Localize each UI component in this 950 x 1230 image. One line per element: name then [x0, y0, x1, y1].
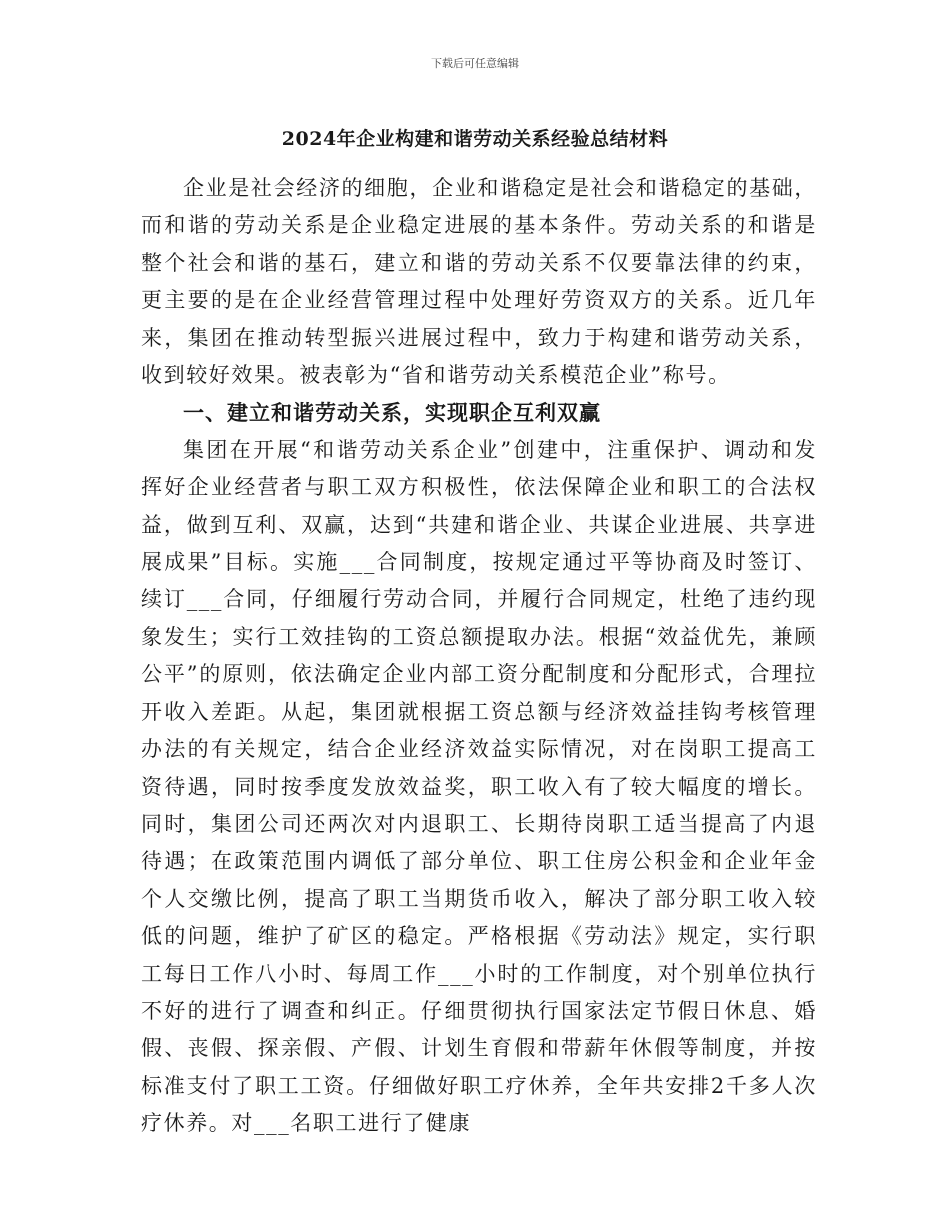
paragraph-intro: 企业是社会经济的细胞，企业和谐稳定是社会和谐稳定的基础，而和谐的劳动关系是企业稳定进展的基本条件。劳动关系的和谐是整个社会和谐的基石，建立和谐的劳动关系不仅要靠法律的约束，更主要的是在企业经营管理过程中处理好劳资双方的关系。近几年来，集团在推动转型振兴进展过程中，致力于构建和谐劳动关系，收到较好效果。被表彰为“省和谐劳动关系模范企业”称号。: [141, 176, 817, 388]
section-heading-1: 一、建立和谐劳动关系，实现职企互利双赢: [183, 400, 601, 426]
paragraph-section-1: 集团在开展“和谐劳动关系企业”创建中，注重保护、调动和发挥好企业经营者与职工双方积极性，依法保障企业和职工的合法权益，做到互利、双赢，达到“共建和谐企业、共谋企业进展、共享进展成果”目标。实施___合同制度，按规定通过平等协商及时签订、续订___合同，仔细履行劳动合同，并履行合同规定，杜绝了违约现象发生；实行工效挂钩的工资总额提取办法。根据“效益优先，兼顾公平”的原则，依法确定企业内部工资分配制度和分配形式，合理拉开收入差距。从起，集团就根据工资总额与经济效益挂钩考核管理办法的有关规定，结合企业经济效益实际情况，对在岗职工提高工资待遇，同时按季度发放效益奖，职工收入有了较大幅度的增长。同时，集团公司还两次对内退职工、长期待岗职工适当提高了内退待遇；在政策范围内调低了部分单位、职工住房公积金和企业年金个人交缴比例，提高了职工当期货币收入，解决了部分职工收入较低的问题，维护了矿区的稳定。严格根据《劳动法》规定，实行职工每日工作八小时、每周工作___小时的工作制度，对个别单位执行不好的进行了调查和纠正。仔细贯彻执行国家法定节假日休息、婚假、丧假、探亲假、产假、计划生育假和带薪年休假等制度，并按标准支付了职工工资。仔细做好职工疗休养，全年共安排2千多人次疗休养。对___名职工进行了健康: [141, 437, 817, 1136]
header-note: 下载后可任意编辑: [431, 57, 519, 70]
document-body: [141, 170, 817, 1143]
document-title: 2024年企业构建和谐劳动关系经验总结材料: [281, 128, 669, 150]
